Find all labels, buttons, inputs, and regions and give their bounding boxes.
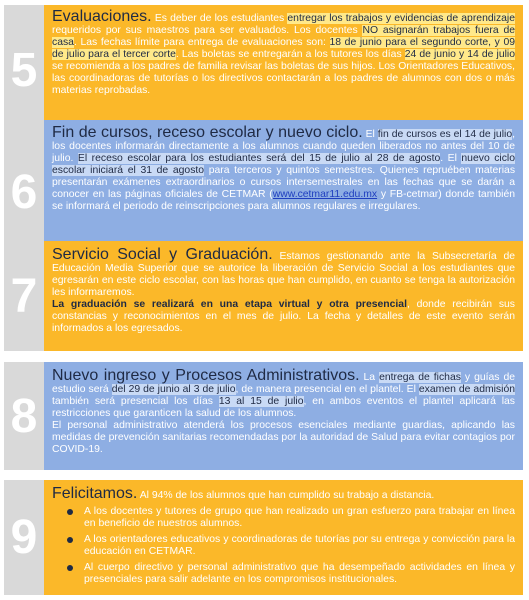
section-title: Fin de cursos, receso escolar y nuevo ciclo. [52, 124, 363, 141]
highlight: examen de admisión [418, 384, 515, 395]
section-title: Evaluaciones. [52, 8, 152, 25]
section-text [52, 124, 515, 213]
highlight: entregar los trabajos y evidencias de aprendizaje [287, 13, 516, 24]
highlight: nuevo ciclo escolar iniciará el 31 de agosto [52, 153, 516, 176]
highlight: fin de cursos es el 14 de julio [377, 129, 513, 140]
text: . Las boletas se entregarán a los tutores los días [175, 49, 402, 60]
text: El personal administrativo atenderá los procesos esenciales mediante guardias, aplicando las medidas de prevención sanitarias recomendadas por la autoridad de Salud para evitar contagios por COVID-19. [52, 420, 515, 455]
section-number-9: 9 [4, 480, 44, 595]
section-text [52, 367, 515, 420]
section-text [52, 8, 515, 97]
text: El [365, 129, 375, 140]
list-item: A los docentes y tutores de grupo que han realizado un gran esfuerzo para trabajar en línea en beneficio de nuestros alumnos. [84, 506, 515, 529]
text: se recomienda a los padres de familia revisar las boletas de sus hijos. Los Orientadores Educativos, las coordinadoras de tutorías o los directivos contactarán a los padres de alumnos con dos o más materias reprobadas. [52, 61, 515, 96]
text: , de manera presencial en el plantel. El [235, 384, 416, 395]
highlight: 24 de junio y 14 de julio [404, 49, 515, 60]
section-content [44, 362, 523, 470]
text: Estamos gestionando ante la Subsecretaría de Educación Media Superior que se autorice la liberación de Servicio Social a los estudiantes que egresarán en este ciclo escolar, con las horas que han cumplido, en cuanto se tenga la autorización les informaremos. [52, 251, 516, 298]
section-number-5: 5 [4, 5, 44, 135]
admin-text [52, 420, 515, 456]
highlight: El receso escolar para los estudiantes será del 15 de julio al 28 de agosto [77, 153, 441, 164]
text: requeridos por sus maestros para ser evaluados. Los docentes [52, 25, 358, 36]
highlight: 18 de junio para el segundo corte, y 09 de julio para el tercer corte [52, 37, 516, 60]
text: y guías de estudio será [52, 372, 516, 395]
bold-text: La graduación se realizará en una etapa virtual y otra presencial [52, 299, 407, 310]
section-nuevo-ingreso [4, 362, 523, 470]
section-content [44, 5, 523, 135]
section-text [52, 485, 515, 502]
text: y FB-cetmar) donde también se informará el periodo de reinscripciones para alumnos regulares e irregulares. [52, 189, 516, 212]
text: , en ambos eventos el plantel aplicará las restricciones que garanticen la salud de los alumnos. [52, 396, 516, 419]
section-evaluaciones [4, 5, 523, 135]
section-number-7: 7 [4, 241, 44, 351]
text: , los docentes informarán directamente a los alumnos cuando queden liberados no antes del 10 de julio. [52, 129, 515, 164]
section-content [44, 480, 523, 595]
highlight: del 29 de junio al 3 de julio [111, 384, 236, 395]
section-title: Servicio Social y Graduación. [52, 246, 273, 263]
highlight: 13 al 15 de julio [218, 396, 304, 407]
text: . Las fechas límite para entrega de evaluaciones son: [73, 37, 326, 48]
text: . El [440, 153, 457, 164]
text: también será presencial los días [52, 396, 213, 407]
section-content [44, 241, 523, 351]
section-number-6: 6 [4, 120, 44, 265]
section-title: Nuevo ingreso y Procesos Administrativos. [52, 367, 360, 384]
text: Al 94% de los alumnos que han cumplido su trabajo a distancia. [139, 490, 435, 501]
section-felicitamos [4, 480, 523, 595]
text: , donde recibirán sus constancias y reconocimientos en el mes de julio. La fecha y detalles de este evento serán informados a los egresados. [52, 299, 515, 334]
highlight: NO asignarán trabajos fuera de casa [52, 25, 515, 48]
graduation-text [52, 299, 515, 335]
thanks-list [52, 506, 515, 586]
highlight: entrega de fichas [379, 372, 461, 383]
cetmar-website-link[interactable]: www.cetmar11.edu.mx [272, 189, 378, 200]
section-servicio-social [4, 241, 523, 351]
section-title: Felicitamos. [52, 485, 138, 502]
list-item: A los orientadores educativos y coordinadoras de tutorías por su entrega y convicción para la educación en CETMAR. [84, 534, 515, 557]
text: para terceros y quintos semestres. Quienes repruében materias presentarán exámenes extraordinarios o cursos intersemestrales en las fechas que se darán a conocer en las páginas oficiales de CETMAR ( [52, 165, 516, 200]
section-number-8: 8 [4, 362, 44, 470]
section-text [52, 246, 515, 299]
list-item: Al cuerpo directivo y personal administrativo que ha desempeñado actividades en línea y presenciales para salir adelante en los compromisos institucionales. [84, 562, 515, 585]
text: La [363, 372, 376, 383]
text: Es deber de los estudiantes [154, 13, 285, 24]
